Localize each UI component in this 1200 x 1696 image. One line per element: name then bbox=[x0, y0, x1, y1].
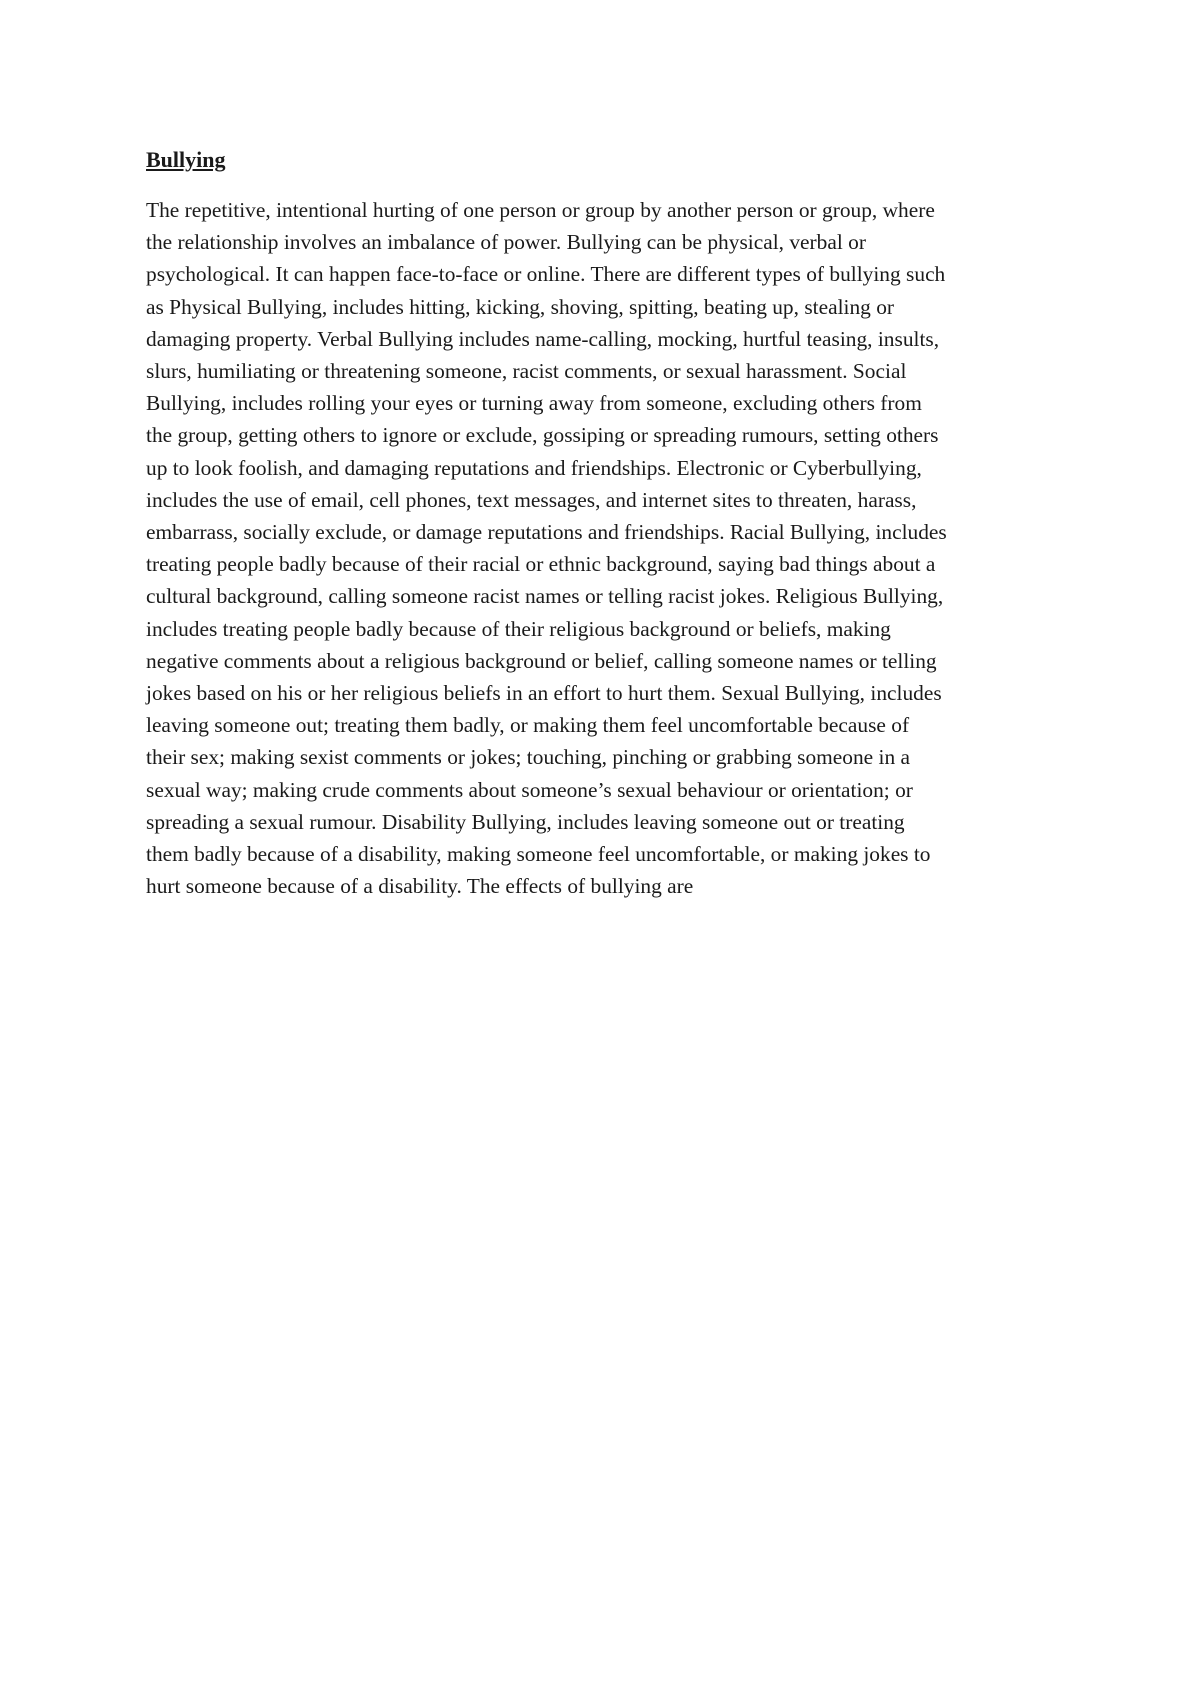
paragraph-line: negative comments about a religious background or belief, calling someone names or telling bbox=[146, 648, 937, 673]
paragraph-line: Bullying, includes rolling your eyes or turning away from someone, excluding others from bbox=[146, 391, 922, 416]
paragraph-line: cultural background, calling someone racist names or telling racist jokes. Religious Bullying, bbox=[146, 584, 944, 609]
paragraph-line: includes the use of email, cell phones, text messages, and internet sites to threaten, harass, bbox=[146, 487, 917, 512]
paragraph-line: up to look foolish, and damaging reputations and friendships. Electronic or Cyberbullying, bbox=[146, 455, 922, 480]
paragraph-line: as Physical Bullying, includes hitting, kicking, shoving, spitting, beating up, stealing or bbox=[146, 294, 895, 319]
paragraph-line: treating people badly because of their racial or ethnic background, saying bad things about a bbox=[146, 552, 936, 577]
paragraph-line: damaging property. Verbal Bullying includes name-calling, mocking, hurtful teasing, insults, bbox=[146, 326, 940, 351]
paragraph-line: the group, getting others to ignore or exclude, gossiping or spreading rumours, setting others bbox=[146, 423, 939, 448]
paragraph-line: includes treating people badly because of their religious background or beliefs, making bbox=[146, 616, 891, 641]
paragraph-line: slurs, humiliating or threatening someone, racist comments, or sexual harassment. Social bbox=[146, 359, 907, 384]
paragraph-line: the relationship involves an imbalance of power. Bullying can be physical, verbal or bbox=[146, 230, 866, 255]
document-title: Bullying bbox=[146, 147, 226, 172]
paragraph-line: sexual way; making crude comments about someone’s sexual behaviour or orientation; or bbox=[146, 777, 913, 802]
paragraph-line: their sex; making sexist comments or jokes; touching, pinching or grabbing someone in a bbox=[146, 745, 910, 770]
paragraph-line: spreading a sexual rumour. Disability Bullying, includes leaving someone out or treating bbox=[146, 809, 905, 834]
paragraph-line: them badly because of a disability, making someone feel uncomfortable, or making jokes to bbox=[146, 842, 931, 867]
paragraph-line: The repetitive, intentional hurting of one person or group by another person or group, where bbox=[146, 198, 935, 222]
paragraph-line: jokes based on his or her religious beliefs in an effort to hurt them. Sexual Bullying, includes bbox=[146, 681, 942, 706]
paragraph-line: leaving someone out; treating them badly, or making them feel uncomfortable because of bbox=[146, 713, 910, 738]
paragraph-line: embarrass, socially exclude, or damage reputations and friendships. Racial Bullying, includes bbox=[146, 520, 947, 545]
paragraph-line: psychological. It can happen face-to-face or online. There are different types of bullying such bbox=[146, 262, 946, 287]
body-paragraph bbox=[146, 194, 1066, 902]
paragraph-line: hurt someone because of a disability. The effects of bullying are bbox=[146, 874, 694, 899]
